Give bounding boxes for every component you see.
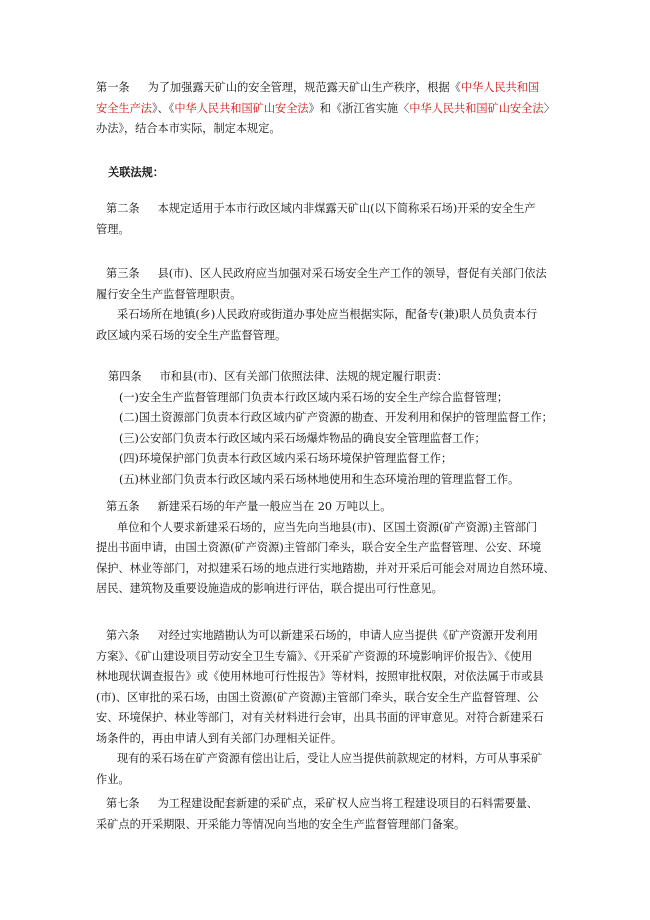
article-2-line-2: 管理。	[96, 222, 130, 236]
article-number: 第一条	[96, 81, 130, 94]
article-3	[96, 264, 566, 346]
article-number: 第六条	[106, 629, 140, 642]
article-5-line-5: 居民、建筑物及重要设施造成的影响进行评估，联合提出可行性意见。	[96, 582, 443, 595]
article-6-line-6: 场条件的，再由申请人到有关部门办理相关证件。	[96, 731, 343, 745]
article-6-line-3: 林地现状调查报告》或《使用林地可行性报告》等材料，按照审批权限，对依法属于市或县	[96, 670, 544, 683]
list-item: (三)公安部门负责本行政区域内采石场爆炸物品的确良安全管理监督工作；	[119, 431, 486, 445]
article-1-line-1: 第一条 为了加强露天矿山的安全管理，规范露天矿山生产秩序，根据《中华人民共和国	[96, 81, 540, 94]
article-3-line-1: 第三条 县(市)、区人民政府应当加强对采石场安全生产工作的领导，督促有关部门依法	[106, 267, 547, 280]
article-3-line-3: 采石场所在地镇(乡)人民政府或街道办事处应当根据实际，配备专(兼)职人员负责本行	[117, 308, 538, 321]
article-number: 第二条	[106, 202, 140, 215]
article-number: 第四条	[108, 370, 142, 383]
article-1	[96, 78, 566, 140]
article-5-line-3: 提出书面申请，由国土资源(矿产资源)主管部门牵头，联合安全生产监督管理、公安、环境	[96, 541, 542, 554]
article-6	[96, 626, 566, 790]
article-5-line-2: 单位和个人要求新建采石场的，应当先向当地县(市)、区国土资源(矿产资源)主管部门	[117, 520, 538, 534]
related-laws-heading: 关联法规：	[108, 165, 164, 179]
article-6-line-5: 安、环境保护、林业等部门，对有关材料进行会审，出具书面的评审意见。对符合新建采石	[96, 711, 544, 724]
list-item: (一)安全生产监督管理部门负责本行政区域内采石场的安全生产综合监督管理；	[119, 390, 509, 404]
law-link[interactable]: 安全生产法	[96, 101, 152, 115]
article-number: 第三条	[106, 267, 140, 280]
law-link[interactable]: 中华人民共和国	[460, 81, 540, 94]
article-3-line-4: 政区域内采石场的安全生产监督管理。	[96, 328, 287, 342]
article-7-line-1: 第七条 为工程建设配套新建的采矿点，采矿权人应当将工程建设项目的石料需要量、	[106, 797, 538, 810]
list-item: (二)国土资源部门负责本行政区域内矿产资源的勘查、开发利用和保护的管理监督工作；	[119, 411, 553, 424]
article-2	[96, 199, 566, 240]
article-7-line-2: 采矿点的开采期限、开采能力等情况向当地的安全生产监督管理部门备案。	[96, 817, 466, 831]
article-6-line-1: 第六条 对经过实地踏勘认为可以新建采石场的，申请人应当提供《矿产资源开发利用	[106, 629, 538, 642]
article-1-line-3: 办法》，结合本市实际，制定本规定。	[96, 122, 281, 135]
article-5-line-1: 第五条 新建采石场的年产量一般应当在 20 万吨以上。	[106, 500, 392, 513]
law-link[interactable]: 中华人民共和国矿山安全法	[409, 101, 544, 115]
article-6-line-7: 现有的采石场在矿产资源有偿出让后，受让人应当提供前款规定的材料，方可从事采矿	[117, 752, 543, 765]
article-6-line-8: 作业。	[96, 772, 130, 786]
article-5-line-4: 保护、林业等部门，对拟建采石场的地点进行实地踏勘，并对开采后可能会对周边自然环境、	[96, 561, 555, 575]
related-laws-heading-block	[108, 162, 578, 183]
article-4	[108, 367, 578, 490]
article-7	[96, 794, 566, 835]
article-6-line-4: (市)、区审批的采石场，由国土资源(矿产资源)主管部门牵头，联合安全生产监督管理、公	[96, 690, 539, 704]
article-1-line-2: 安全生产法》、《中华人民共和国矿山安全法》和《浙江省实施〈中华人民共和国矿山安全法〉	[96, 101, 555, 115]
article-3-line-2: 履行安全生产监督管理职责。	[96, 287, 242, 301]
article-number: 第五条	[106, 500, 140, 513]
article-4-line-1: 第四条 市和县(市)、区有关部门依照法律、法规的规定履行职责：	[108, 370, 448, 383]
law-link[interactable]: 中华人民共和国矿山安全法	[174, 101, 309, 115]
list-item: (四)环境保护部门负责本行政区域内采石场环境保护管理监督工作；	[119, 452, 453, 465]
article-5	[96, 497, 566, 600]
article-2-line-1: 第二条 本规定适用于本市行政区域内非煤露天矿山(以下简称采石场)开采的安全生产	[106, 202, 536, 215]
article-6-line-2: 方案》、《矿山建设项目劳动安全卫生专篇》、《开采矿产资源的环境影响评价报告》、《使用	[96, 649, 533, 663]
article-number: 第七条	[106, 797, 140, 810]
list-item: (五)林业部门负责本行政区域内采石场林地使用和生态环境治理的管理监督工作。	[119, 472, 520, 486]
